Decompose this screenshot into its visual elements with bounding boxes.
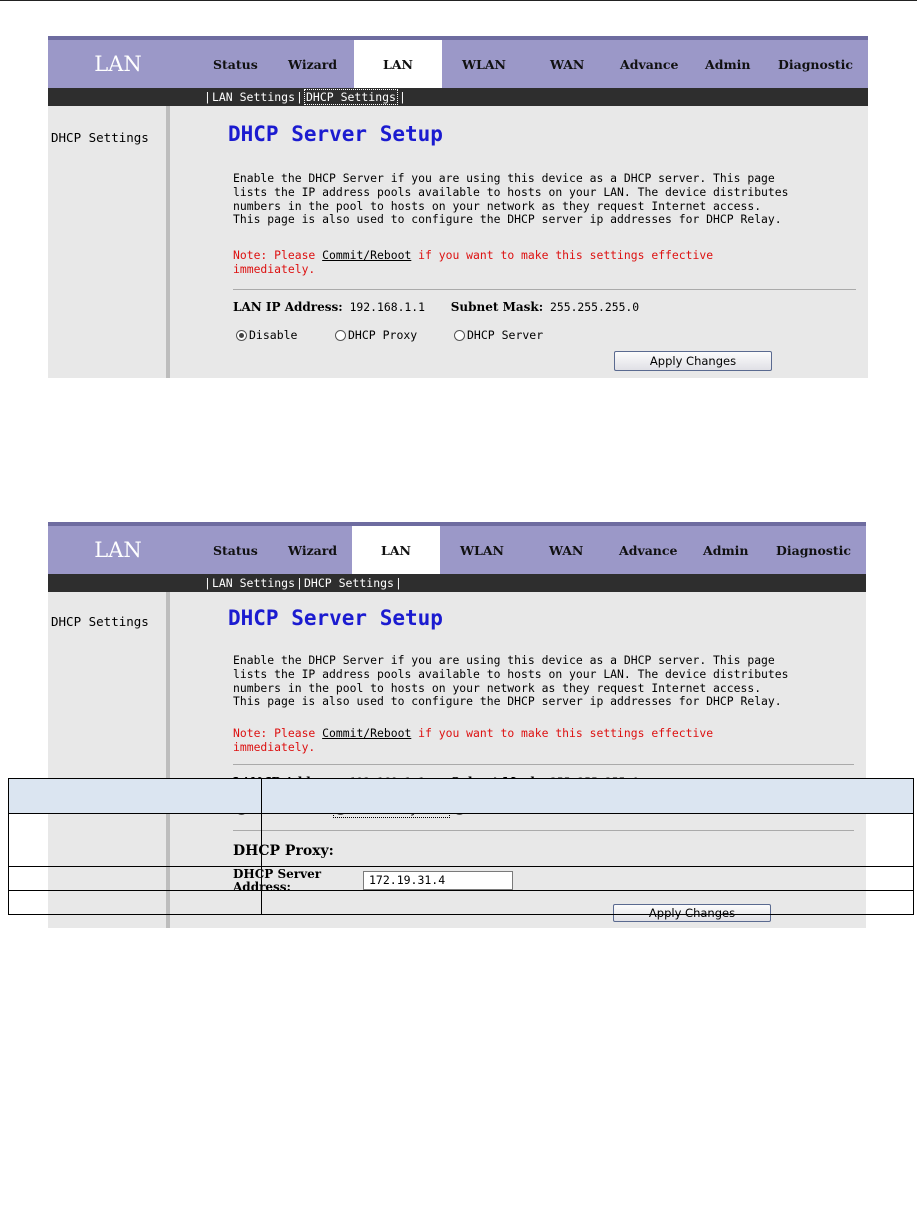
radio-label: DHCP Proxy bbox=[348, 328, 418, 342]
table-row bbox=[9, 867, 914, 891]
note-prefix: Note: Please bbox=[233, 726, 323, 740]
table-cell bbox=[262, 814, 914, 867]
brand-title: LAN bbox=[94, 538, 142, 562]
nav-item-diagnostic[interactable]: Diagnostic bbox=[776, 542, 852, 558]
nav-item-lan[interactable]: LAN bbox=[352, 526, 440, 574]
lan-ip-row bbox=[233, 300, 639, 314]
page-top-rule bbox=[0, 0, 917, 1]
table-cell bbox=[9, 891, 262, 915]
subnav-lan-settings[interactable]: LAN Settings bbox=[211, 90, 296, 104]
divider bbox=[233, 289, 856, 290]
page-description: Enable the DHCP Server if you are using this device as a DHCP server. This page lists the IP address pools available to hosts on your LAN. The device distributes numbers in the pool to hosts on your network as they request Internet access. This page is also used to configure the DHCP server ip addresses for DHCP Relay. bbox=[233, 171, 789, 227]
sidebar-item-dhcp-settings[interactable]: DHCP Settings bbox=[51, 130, 149, 145]
screenshot-dhcp-disable bbox=[48, 36, 868, 378]
radio-selected-icon bbox=[236, 330, 247, 341]
subnav-dhcp-settings[interactable]: DHCP Settings bbox=[303, 576, 394, 590]
table-cell bbox=[262, 867, 914, 891]
page-title: DHCP Server Setup bbox=[228, 606, 443, 630]
sub-navbar bbox=[48, 88, 868, 106]
main-content bbox=[228, 106, 856, 378]
nav-item-wan[interactable]: WAN bbox=[550, 56, 585, 72]
dhcp-server-address-label: DHCP Server Address: bbox=[233, 867, 322, 894]
subnav-separator: | bbox=[204, 90, 211, 104]
table-row bbox=[9, 814, 914, 867]
subnav-separator: | bbox=[398, 90, 406, 104]
commit-reboot-link[interactable]: Commit/Reboot bbox=[322, 726, 412, 740]
nav-item-wlan[interactable]: WLAN bbox=[462, 56, 506, 72]
sidebar-item-dhcp-settings[interactable]: DHCP Settings bbox=[51, 614, 149, 629]
dhcp-mode-radio-group bbox=[236, 328, 543, 342]
subnav-separator: | bbox=[204, 576, 211, 590]
table-row bbox=[9, 891, 914, 915]
subnav-separator: | bbox=[394, 576, 402, 590]
lan-ip-value: 192.168.1.1 bbox=[349, 300, 425, 314]
nav-item-lan[interactable]: LAN bbox=[354, 40, 442, 88]
dhcp-server-address-input[interactable]: 172.19.31.4 bbox=[363, 871, 513, 890]
note-prefix: Note: Please bbox=[233, 248, 323, 262]
nav-item-wan[interactable]: WAN bbox=[549, 542, 584, 558]
note-suffix: if you want to make this settings effective immediately. bbox=[233, 726, 714, 754]
dhcp-proxy-heading: DHCP Proxy: bbox=[233, 843, 334, 859]
nav-item-advance[interactable]: Advance bbox=[619, 542, 678, 558]
nav-item-wlan[interactable]: WLAN bbox=[460, 542, 504, 558]
lan-ip-label: LAN IP Address: bbox=[233, 300, 343, 314]
table-header-cell bbox=[262, 779, 914, 814]
divider bbox=[233, 764, 854, 765]
top-navbar bbox=[48, 522, 866, 574]
sub-navbar bbox=[48, 574, 866, 592]
note-suffix: if you want to make this settings effective immediately. bbox=[233, 248, 714, 276]
subnav-separator: | bbox=[296, 90, 303, 104]
commit-reboot-link[interactable]: Commit/Reboot bbox=[322, 248, 412, 262]
nav-item-wizard[interactable]: Wizard bbox=[288, 56, 338, 72]
note-text bbox=[233, 726, 713, 754]
radio-label: DHCP Server bbox=[467, 328, 544, 342]
nav-item-admin[interactable]: Admin bbox=[705, 56, 751, 72]
apply-changes-button[interactable]: Apply Changes bbox=[613, 904, 771, 922]
radio-dhcp-server[interactable] bbox=[454, 328, 543, 342]
nav-item-status[interactable]: Status bbox=[213, 56, 258, 72]
table-cell bbox=[9, 814, 262, 867]
nav-item-diagnostic[interactable]: Diagnostic bbox=[778, 56, 854, 72]
note-text bbox=[233, 248, 713, 276]
nav-item-wizard[interactable]: Wizard bbox=[288, 542, 338, 558]
table-header-row bbox=[9, 779, 914, 814]
sidebar bbox=[48, 106, 170, 378]
apply-changes-button[interactable]: Apply Changes bbox=[614, 351, 772, 371]
table-header-cell bbox=[9, 779, 262, 814]
radio-disable[interactable] bbox=[236, 328, 335, 342]
subnet-mask-value: 255.255.255.0 bbox=[550, 300, 640, 314]
subnav-dhcp-settings[interactable]: DHCP Settings bbox=[305, 90, 396, 104]
radio-unselected-icon bbox=[335, 330, 346, 341]
nav-item-status[interactable]: Status bbox=[213, 542, 258, 558]
nav-item-admin[interactable]: Admin bbox=[703, 542, 749, 558]
table-cell bbox=[9, 867, 262, 891]
radio-label: Disable bbox=[249, 328, 298, 342]
subnav-separator: | bbox=[296, 576, 303, 590]
radio-unselected-icon bbox=[454, 330, 465, 341]
parameter-table bbox=[8, 778, 914, 915]
top-navbar bbox=[48, 36, 868, 88]
page-title: DHCP Server Setup bbox=[228, 122, 443, 146]
page-description: Enable the DHCP Server if you are using this device as a DHCP server. This page lists the IP address pools available to hosts on your LAN. The device distributes numbers in the pool to hosts on your network as they request Internet access. This page is also used to configure the DHCP server ip addresses for DHCP Relay. bbox=[233, 653, 789, 709]
radio-dhcp-proxy[interactable] bbox=[335, 328, 454, 342]
brand-title: LAN bbox=[94, 52, 142, 76]
subnet-mask-label: Subnet Mask: bbox=[450, 300, 544, 314]
nav-item-advance[interactable]: Advance bbox=[620, 56, 679, 72]
table-cell bbox=[262, 891, 914, 915]
subnav-lan-settings[interactable]: LAN Settings bbox=[211, 576, 296, 590]
